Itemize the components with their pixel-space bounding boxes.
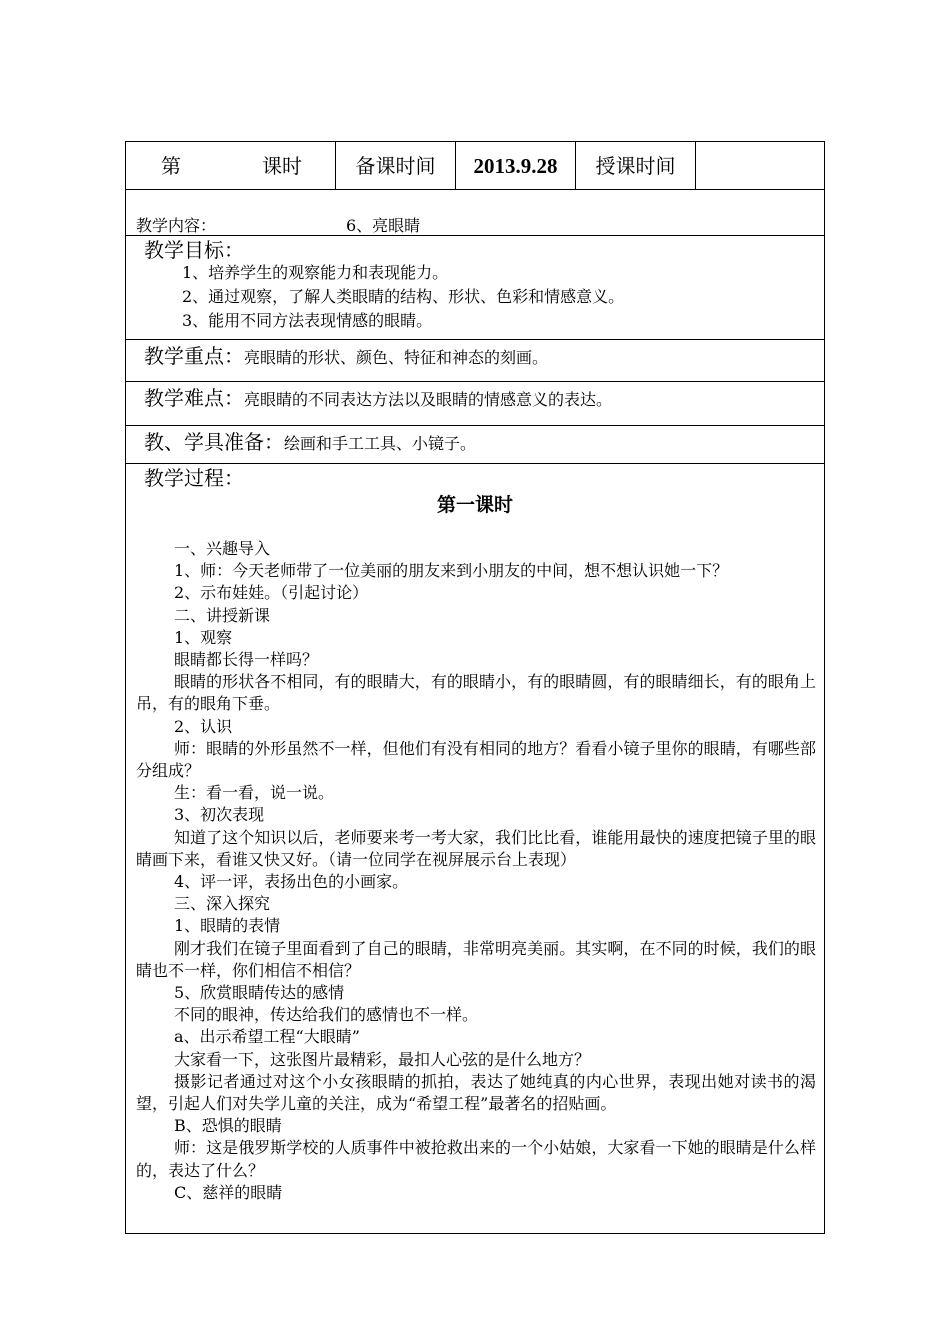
process-heading: 教学过程： <box>144 466 244 490</box>
prep-time-label: 备课时间 <box>336 142 456 189</box>
paragraph: 大家看一下，这张图片最精彩，最扣人心弦的是什么地方？ <box>174 1049 591 1069</box>
paragraph: 4、评一评，表扬出色的小画家。 <box>174 872 409 892</box>
key-point-label: 教学重点： <box>144 344 244 368</box>
content-value: 6、亮眼睛 <box>346 216 421 235</box>
subheading: 1、观察 <box>174 627 233 647</box>
key-point-row <box>126 340 824 382</box>
lesson-prefix: 第 <box>161 154 181 178</box>
objectives-heading: 教学目标： <box>144 238 244 262</box>
section-heading: 二、讲授新课 <box>174 605 271 625</box>
paragraph: 师：眼睛的外形虽然不一样，但他们有没有相同的地方？看看小镜子里你的眼睛，有哪些部分组成？ <box>136 738 816 781</box>
section-heading: 三、深入探究 <box>174 894 271 914</box>
preparation-row <box>126 426 824 464</box>
paragraph: 不同的眼神，传达给我们的感情也不一样。 <box>174 1005 479 1025</box>
subheading: C、慈祥的眼睛 <box>174 1182 283 1202</box>
process-body <box>136 538 816 1204</box>
lesson-title: 第一课时 <box>436 494 513 516</box>
subheading: 5、欣赏眼睛传达的感情 <box>174 983 345 1003</box>
paragraph: 眼睛都长得一样吗？ <box>174 650 319 670</box>
paragraph: 生：看一看，说一说。 <box>174 783 335 803</box>
section-heading: 一、兴趣导入 <box>174 539 271 558</box>
lesson-suffix: 课时 <box>262 154 302 178</box>
subheading: 1、眼睛的表情 <box>174 916 281 936</box>
objectives-row <box>126 236 824 340</box>
content-label: 教学内容： <box>136 216 217 235</box>
objective-item: 1、培养学生的观察能力和表现能力。 <box>182 263 449 282</box>
process-section <box>126 464 824 1235</box>
paragraph: 摄影记者通过对这个小女孩眼睛的抓拍，表达了她纯真的内心世界，表现出她对读书的渴望，引起人们对失学儿童的关注，成为“希望工程”最著名的招贴画。 <box>136 1071 816 1114</box>
key-point-text: 亮眼睛的形状、颜色、特征和神态的刻画。 <box>244 348 549 367</box>
preparation-label: 教、学具准备： <box>144 430 284 454</box>
teach-time-label: 授课时间 <box>576 142 696 189</box>
paragraph: 2、示布娃娃。（引起讨论） <box>174 583 369 603</box>
paragraph: 师：这是俄罗斯学校的人质事件中被抢救出来的一个小姑娘，大家看一下她的眼睛是什么样的，表达了什么？ <box>136 1138 816 1180</box>
teach-time-value <box>696 142 824 189</box>
paragraph: 1、师：今天老师带了一位美丽的朋友来到小朋友的中间，想不想认识她一下？ <box>174 561 729 581</box>
prep-time-value: 2013.9.28 <box>456 142 576 189</box>
content-row <box>126 190 824 236</box>
objective-item: 3、能用不同方法表现情感的眼睛。 <box>182 311 433 330</box>
paragraph: 刚才我们在镜子里面看到了自己的眼睛，非常明亮美丽。其实啊，在不同的时候，我们的眼睛也不一样，你们相信不相信？ <box>136 938 816 980</box>
difficulty-label: 教学难点： <box>144 386 244 410</box>
subheading: B、恐惧的眼睛 <box>174 1116 282 1136</box>
paragraph: 眼睛的形状各不相同，有的眼睛大，有的眼睛小，有的眼睛圆，有的眼睛细长，有的眼角上吊，有的眼角下垂。 <box>136 672 816 714</box>
difficulty-row <box>126 382 824 426</box>
paragraph: 知道了这个知识以后，老师要来考一考大家，我们比比看，谁能用最快的速度把镜子里的眼睛画下来，看谁又快又好。（请一位同学在视屏展示台上表现） <box>136 827 816 869</box>
preparation-text: 绘画和手工工具、小镜子。 <box>284 434 477 453</box>
lesson-plan-table <box>125 141 825 1234</box>
difficulty-text: 亮眼睛的不同表达方法以及眼睛的情感意义的表达。 <box>244 390 613 409</box>
subheading: 3、初次表现 <box>174 805 265 825</box>
subheading: 2、认识 <box>174 716 233 736</box>
subheading: a、出示希望工程“大眼睛” <box>174 1027 360 1047</box>
header-row <box>126 142 824 190</box>
objective-item: 2、通过观察，了解人类眼睛的结构、形状、色彩和情感意义。 <box>182 287 625 306</box>
lesson-number-cell <box>126 142 336 189</box>
